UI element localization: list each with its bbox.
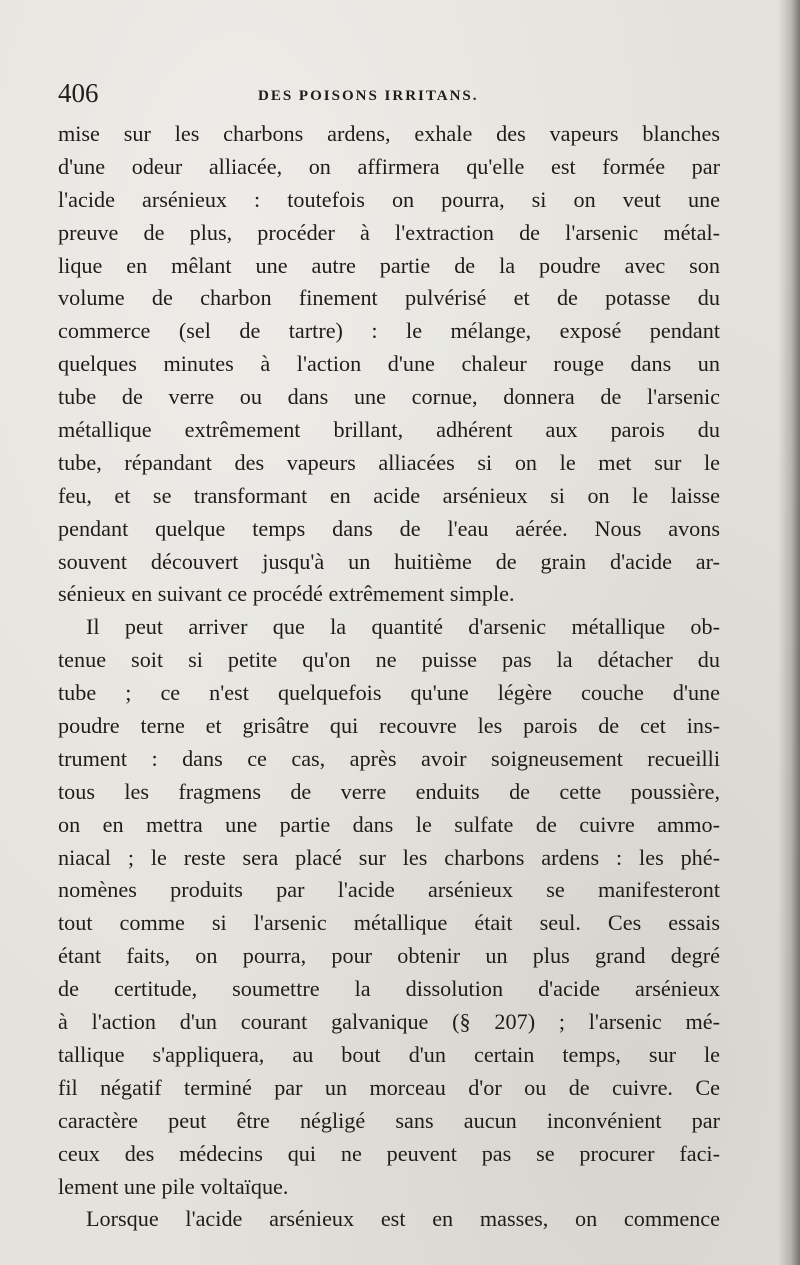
text-line: souvent découvert jusqu'à un huitième de grain d'acide ar- — [58, 548, 720, 574]
text-line: mise sur les charbons ardens, exhale des vapeurs blanches — [58, 121, 720, 146]
text-line: étant faits, on pourra, pour obtenir un plus grand degré — [58, 943, 720, 969]
text-line: à l'action d'un courant galvanique (§ 207) ; l'arsenic mé- — [58, 1009, 720, 1035]
text-line: tous les fragmens de verre enduits de cette poussière, — [58, 778, 720, 804]
text-line: de certitude, soumettre la dissolution d'acide arsénieux — [58, 976, 720, 1002]
text-line: pendant quelque temps dans de l'eau aérée. Nous avons — [58, 515, 720, 541]
text-line: l'acide arsénieux : toutefois on pourra, si on veut une — [58, 186, 720, 212]
page-header — [58, 78, 718, 118]
text-line: preuve de plus, procéder à l'extraction de l'arsenic métal- — [58, 219, 720, 245]
text-line: trument : dans ce cas, après avoir soigneusement recueilli — [58, 745, 720, 771]
body-text — [58, 118, 720, 1236]
text-line: Il peut arriver que la quantité d'arsenic métallique ob- — [86, 614, 720, 640]
text-line: lement une pile voltaïque. — [58, 1173, 289, 1199]
text-line: tube, répandant des vapeurs alliacées si on le met sur le — [58, 449, 720, 475]
text-line: tout comme si l'arsenic métallique était seul. Ces essais — [58, 910, 720, 936]
text-line: d'une odeur alliacée, on affirmera qu'elle est formée par — [58, 153, 720, 179]
text-line: tube ; ce n'est quelquefois qu'une légère couche d'une — [58, 680, 720, 706]
text-line: tube de verre ou dans une cornue, donnera de l'arsenic — [58, 384, 720, 410]
text-line: nomènes produits par l'acide arsénieux se manifesteront — [58, 877, 720, 903]
text-line: commerce (sel de tartre) : le mélange, exposé pendant — [58, 318, 720, 344]
text-line: niacal ; le reste sera placé sur les charbons ardens : les phé- — [58, 844, 720, 870]
page-edge-shadow — [778, 0, 800, 1265]
text-line: tenue soit si petite qu'on ne puisse pas la détacher du — [58, 647, 720, 673]
text-line: feu, et se transformant en acide arsénieux si on le laisse — [58, 482, 720, 508]
text-line: lique en mêlant une autre partie de la poudre avec son — [58, 252, 720, 278]
text-line: quelques minutes à l'action d'une chaleur rouge dans un — [58, 351, 720, 377]
text-line: tallique s'appliquera, au bout d'un certain temps, sur le — [58, 1041, 720, 1067]
page-number: 406 — [58, 78, 99, 108]
text-line: caractère peut être négligé sans aucun inconvénient par — [58, 1107, 720, 1133]
text-line: on en mettra une partie dans le sulfate de cuivre ammo- — [58, 811, 720, 837]
text-line: poudre terne et grisâtre qui recouvre les parois de cet ins- — [58, 713, 720, 739]
text-line: fil négatif terminé par un morceau d'or ou de cuivre. Ce — [58, 1074, 720, 1100]
running-head: DES POISONS IRRITANS. — [258, 88, 479, 104]
text-line: sénieux en suivant ce procédé extrêmement simple. — [58, 581, 515, 607]
text-line: métallique extrêmement brillant, adhérent aux parois du — [58, 417, 720, 443]
text-line: Lorsque l'acide arsénieux est en masses, on commence — [86, 1206, 720, 1232]
text-line: volume de charbon finement pulvérisé et de potasse du — [58, 285, 720, 311]
text-line: ceux des médecins qui ne peuvent pas se procurer faci- — [58, 1140, 720, 1166]
